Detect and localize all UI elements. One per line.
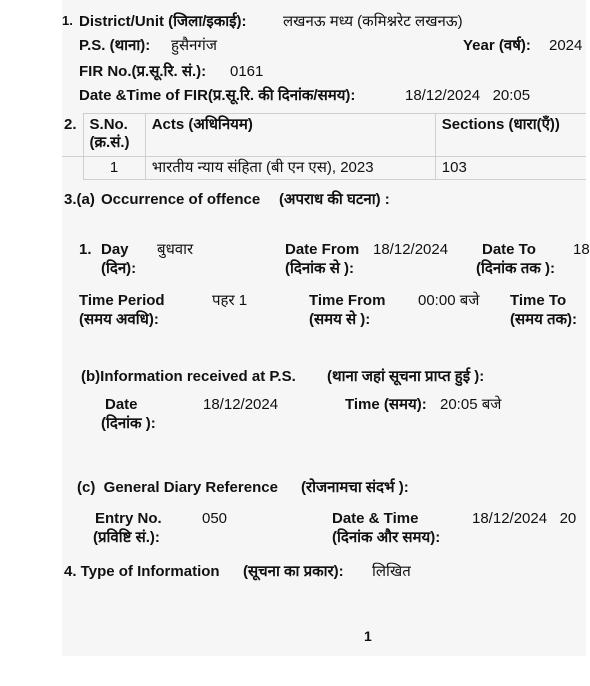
fir-datetime-label: Date &Time of FIR(प्र.सू.रि. की दिनांक/समय): bbox=[79, 87, 356, 104]
b-date-label: Date bbox=[105, 396, 138, 413]
year-value: 2024 bbox=[549, 37, 583, 54]
sno-header-hi: (क्र.सं.) bbox=[89, 134, 130, 151]
section-2-number: 2. bbox=[64, 115, 77, 133]
occurrence-heading-hi: (अपराध की घटना) : bbox=[279, 191, 390, 208]
time-from-value: 00:00 बजे bbox=[418, 292, 480, 309]
fir-label: FIR No.(प्र.सू.रि. सं.): bbox=[79, 63, 207, 80]
district-label: District/Unit (जिला/इकाई): bbox=[79, 13, 247, 30]
type-of-info-heading-hi: (सूचना का प्रकार): bbox=[243, 563, 344, 580]
sections-header: Sections (धारा(एँ)) bbox=[435, 114, 586, 157]
date-to-label-hi: (दिनांक तक ): bbox=[476, 260, 555, 277]
occurrence-heading: Occurrence of offence bbox=[101, 191, 261, 208]
day-value: बुधवार bbox=[157, 241, 194, 258]
acts-header: Acts (अधिनियम) bbox=[145, 114, 435, 157]
row-act: भारतीय न्याय संहिता (बी एन एस), 2023 bbox=[145, 157, 435, 180]
page-number: 1 bbox=[364, 628, 372, 644]
district-value: लखनऊ मध्य (कमिश्नरेट लखनऊ) bbox=[283, 13, 463, 30]
acts-table-header bbox=[62, 114, 586, 157]
gd-datetime-label-hi: (दिनांक और समय): bbox=[332, 529, 441, 546]
ps-label: P.S. (थाना): bbox=[79, 37, 151, 54]
fir-value: 0161 bbox=[230, 63, 264, 80]
time-period-label: Time Period bbox=[79, 292, 165, 309]
time-from-label: Time From bbox=[309, 292, 386, 309]
fir-datetime-value: 18/12/2024 20:05 bbox=[405, 87, 531, 104]
time-to-label-hi: (समय तक): bbox=[510, 311, 578, 328]
entry-no-label: Entry No. bbox=[95, 510, 162, 527]
ps-value: हुसैनगंज bbox=[171, 37, 218, 54]
day-label: Day bbox=[101, 241, 129, 258]
time-period-value: पहर 1 bbox=[212, 292, 248, 309]
date-from-label: Date From bbox=[285, 241, 360, 258]
gd-reference-heading-hi: (रोजनामचा संदर्भ ): bbox=[301, 479, 409, 496]
time-from-label-hi: (समय से ): bbox=[309, 311, 371, 328]
type-of-info-heading: 4. Type of Information bbox=[64, 563, 220, 580]
b-date-label-hi: (दिनांक ): bbox=[101, 415, 156, 432]
sno-header-en: S.No. bbox=[89, 116, 128, 133]
acts-table bbox=[62, 113, 586, 180]
table-row bbox=[62, 157, 586, 180]
section-1-number: 1. bbox=[62, 13, 73, 28]
date-to-value: 18 bbox=[573, 241, 590, 258]
entry-no-label-hi: (प्रविष्टि सं.): bbox=[93, 529, 160, 546]
row-section: 103 bbox=[435, 157, 586, 180]
time-to-label: Time To bbox=[510, 292, 567, 309]
entry-no-value: 050 bbox=[202, 510, 228, 527]
gd-datetime-value: 18/12/2024 20 bbox=[472, 510, 577, 527]
gd-datetime-label: Date & Time bbox=[332, 510, 419, 527]
day-label-hi: (दिन): bbox=[101, 260, 137, 277]
section-2-number-cell bbox=[62, 114, 83, 157]
b-date-value: 18/12/2024 bbox=[203, 396, 279, 413]
date-from-value: 18/12/2024 bbox=[373, 241, 449, 258]
type-of-info-value: लिखित bbox=[372, 563, 411, 580]
info-received-heading: (b)Information received at P.S. bbox=[81, 368, 296, 385]
day-number: 1. bbox=[79, 241, 92, 258]
year-label: Year (वर्ष): bbox=[463, 37, 531, 54]
section-3a-number: 3.(a) bbox=[64, 191, 95, 208]
b-time-label: Time (समय): bbox=[345, 396, 427, 413]
date-to-label: Date To bbox=[482, 241, 536, 258]
info-received-heading-hi: (थाना जहां सूचना प्राप्त हुई ): bbox=[327, 368, 485, 385]
sno-header bbox=[83, 114, 145, 157]
time-period-label-hi: (समय अवधि): bbox=[79, 311, 159, 328]
b-time-value: 20:05 बजे bbox=[440, 396, 502, 413]
gd-reference-heading: (c) General Diary Reference bbox=[77, 479, 278, 496]
date-from-label-hi: (दिनांक से ): bbox=[285, 260, 355, 277]
row-sno: 1 bbox=[83, 157, 145, 180]
